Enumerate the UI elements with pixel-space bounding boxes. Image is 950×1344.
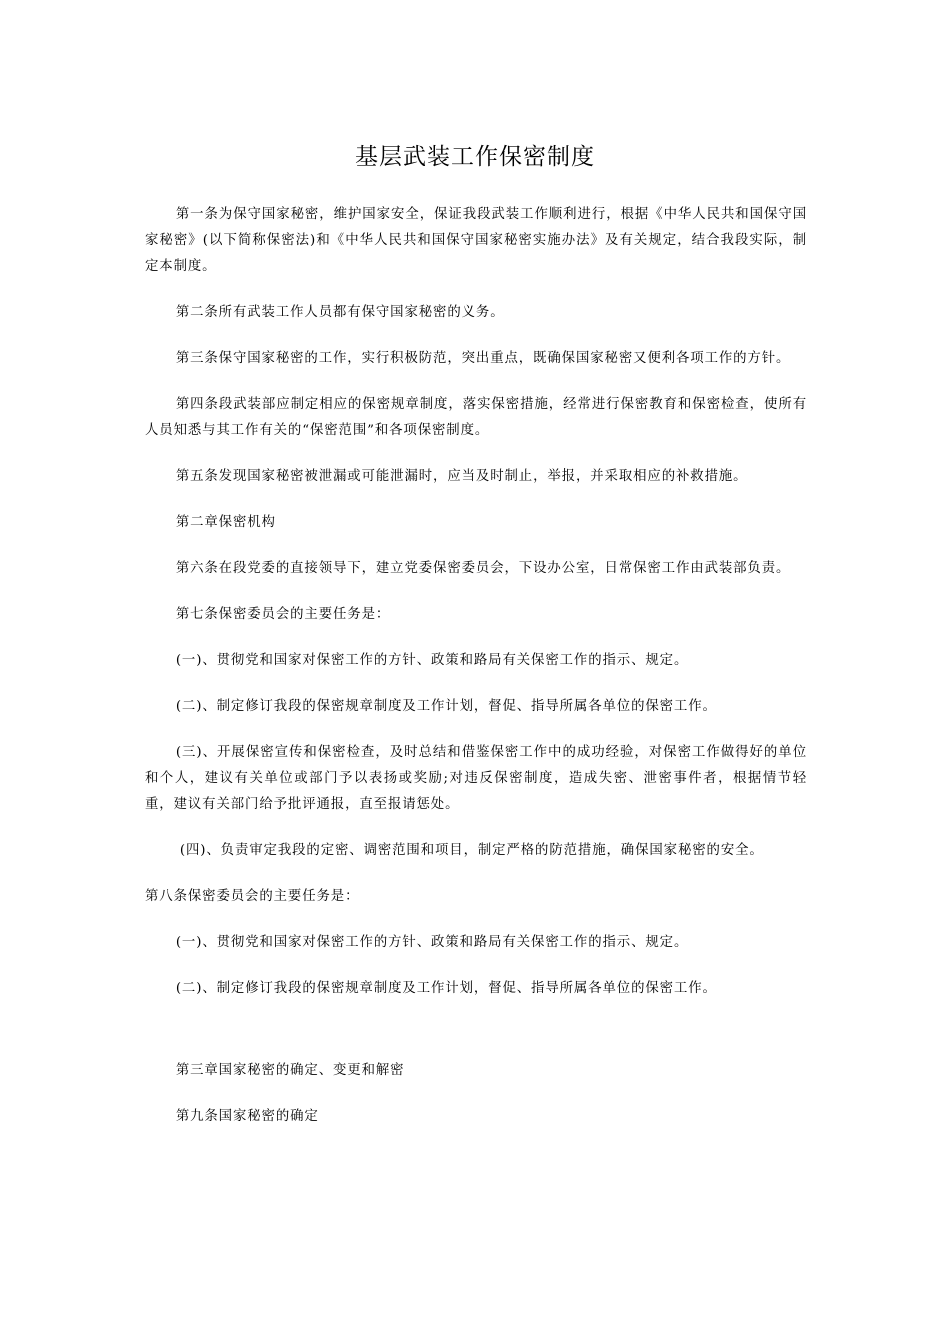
article-6: 第六条在段党委的直接领导下，建立党委保密委员会，下设办公室，日常保密工作由武装部负责。 [175,561,791,576]
article-4: 第四条段武装部应制定相应的保密规章制度，落实保密措施，经常进行保密教育和保密检查，使所有人员知悉与其工作有关的“保密范围”和各项保密制度。 [145,397,807,438]
document-body [145,202,807,1150]
article-8-item-2: (二)、制定修订我段的保密规章制度及工作计划，督促、指导所属各单位的保密工作。 [175,981,717,996]
article-7-item-3: (三)、开展保密宣传和保密检查，及时总结和借鉴保密工作中的成功经验，对保密工作做得好的单位和个人，建议有关单位或部门予以表扬或奖励;对违反保密制度，造成失密、泄密事件者，根据情节轻重，建议有关部门给予批评通报，直至报请惩处。 [145,745,807,812]
article-5: 第五条发现国家秘密被泄漏或可能泄漏时，应当及时制止，举报，并采取相应的补救措施。 [175,469,748,484]
article-3: 第三条保守国家秘密的工作，实行积极防范，突出重点，既确保国家秘密又便利各项工作的方针。 [175,351,791,366]
document-title: 基层武装工作保密制度 [355,144,595,170]
article-7: 第七条保密委员会的主要任务是： [175,607,391,622]
article-7-item-4: (四)、负责审定我段的定密、调密范围和项目，制定严格的防范措施，确保国家秘密的安全。 [179,843,764,858]
article-1: 第一条为保守国家秘密，维护国家安全，保证我段武装工作顺利进行，根据《中华人民共和国保守国家秘密》(以下简称保密法)和《中华人民共和国保守国家秘密实施办法》及有关规定，结合我段实际，制定本制度。 [145,207,807,274]
article-8: 第八条保密委员会的主要任务是： [145,889,360,904]
article-9: 第九条国家秘密的确定 [175,1109,319,1124]
chapter-3-heading: 第三章国家秘密的确定、变更和解密 [175,1063,405,1078]
chapter-2-heading: 第二章保密机构 [175,515,276,530]
article-2: 第二条所有武装工作人员都有保守国家秘密的义务。 [175,305,505,320]
article-7-item-2: (二)、制定修订我段的保密规章制度及工作计划，督促、指导所属各单位的保密工作。 [175,699,717,714]
article-8-item-1: (一)、贯彻党和国家对保密工作的方针、政策和路局有关保密工作的指示、规定。 [175,935,689,950]
article-7-item-1: (一)、贯彻党和国家对保密工作的方针、政策和路局有关保密工作的指示、规定。 [175,653,689,668]
